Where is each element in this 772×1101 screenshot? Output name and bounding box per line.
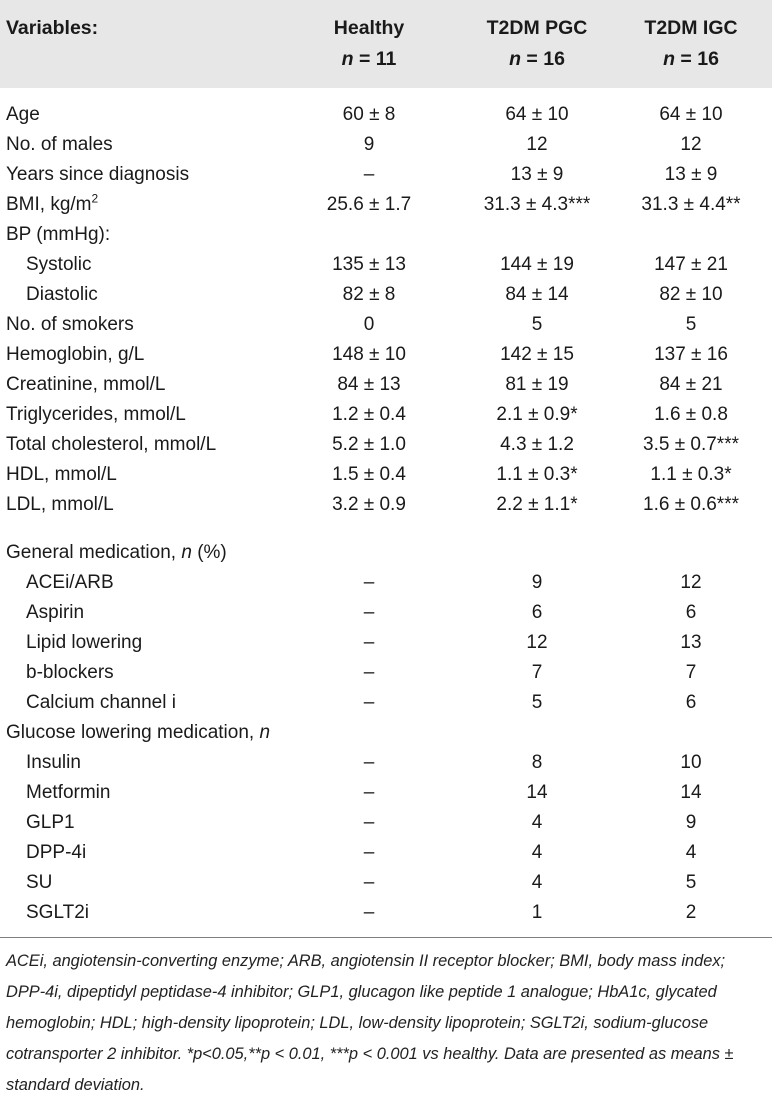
bmi-label: BMI, kg/m bbox=[6, 194, 92, 215]
cell-igc: 6 bbox=[685, 692, 697, 713]
cell-healthy: – bbox=[363, 872, 375, 893]
cell-igc: 64 ± 10 bbox=[659, 104, 723, 125]
cell-healthy: – bbox=[363, 902, 375, 923]
cell-pgc: 6 bbox=[531, 602, 543, 623]
cell-igc: 9 bbox=[685, 812, 697, 833]
n-symbol: n bbox=[259, 722, 271, 743]
row-label: Aspirin bbox=[26, 602, 85, 623]
cell-igc: 2 bbox=[685, 902, 697, 923]
cell-pgc: 12 bbox=[526, 632, 548, 653]
cell-igc: 13 ± 9 bbox=[664, 164, 718, 185]
cell-igc: 5 bbox=[685, 872, 697, 893]
row-label: Systolic bbox=[26, 254, 92, 275]
row-label: No. of males bbox=[6, 134, 113, 155]
table-bottom-rule bbox=[0, 937, 772, 938]
row-gap bbox=[0, 520, 772, 538]
cell-healthy: 25.6 ± 1.7 bbox=[326, 194, 412, 215]
cell-pgc: 8 bbox=[531, 752, 543, 773]
cell-pgc: 2.2 ± 1.1* bbox=[496, 494, 578, 515]
n-value: = 16 bbox=[680, 48, 719, 70]
cell-igc: 82 ± 10 bbox=[659, 284, 723, 305]
row-label: Creatinine, mmol/L bbox=[6, 374, 166, 395]
row-label: Insulin bbox=[26, 752, 81, 773]
table-row bbox=[0, 280, 772, 310]
cell-healthy: 1.5 ± 0.4 bbox=[332, 464, 406, 485]
cell-healthy: – bbox=[363, 842, 375, 863]
n-symbol: n bbox=[181, 542, 192, 563]
row-label: b-blockers bbox=[26, 662, 114, 683]
row-label: Calcium channel i bbox=[26, 692, 176, 713]
cell-pgc: 4 bbox=[531, 812, 543, 833]
cell-pgc: 31.3 ± 4.3*** bbox=[483, 194, 591, 215]
cell-healthy: – bbox=[363, 692, 375, 713]
cell-igc: 1.1 ± 0.3* bbox=[650, 464, 732, 485]
table-row bbox=[0, 658, 772, 688]
cell-healthy: 148 ± 10 bbox=[332, 344, 406, 365]
cell-healthy: 3.2 ± 0.9 bbox=[332, 494, 406, 515]
cell-healthy: 84 ± 13 bbox=[337, 374, 401, 395]
glucose-med-label: Glucose lowering medication, bbox=[6, 722, 255, 743]
section-glucose-medication bbox=[0, 718, 772, 748]
cell-healthy: – bbox=[363, 164, 375, 185]
table-row bbox=[0, 400, 772, 430]
section-label bbox=[6, 718, 270, 748]
row-label: DPP-4i bbox=[26, 842, 87, 863]
cell-igc: 1.6 ± 0.6*** bbox=[643, 494, 739, 515]
table-row bbox=[0, 340, 772, 370]
cell-pgc: 7 bbox=[531, 662, 543, 683]
cell-pgc: 14 bbox=[526, 782, 548, 803]
cell-pgc: 5 bbox=[531, 692, 543, 713]
header-t2dm-pgc: T2DM PGC bbox=[486, 17, 588, 39]
row-label: LDL, mmol/L bbox=[6, 494, 114, 515]
cell-igc: 6 bbox=[685, 602, 697, 623]
cell-igc: 10 bbox=[680, 752, 702, 773]
cell-igc: 3.5 ± 0.7*** bbox=[643, 434, 739, 455]
cell-igc: 13 bbox=[680, 632, 702, 653]
row-label: Lipid lowering bbox=[26, 632, 143, 653]
general-med-suffix: (%) bbox=[197, 542, 227, 563]
row-label: Hemoglobin, g/L bbox=[6, 344, 145, 365]
row-label: SGLT2i bbox=[26, 902, 90, 923]
cell-healthy: – bbox=[363, 812, 375, 833]
table-row bbox=[0, 838, 772, 868]
cell-pgc: 4 bbox=[531, 842, 543, 863]
cell-pgc: 64 ± 10 bbox=[505, 104, 569, 125]
table-row bbox=[0, 250, 772, 280]
row-label: SU bbox=[26, 872, 53, 893]
cell-pgc: 12 bbox=[526, 134, 548, 155]
cell-healthy: 9 bbox=[363, 134, 375, 155]
row-label: GLP1 bbox=[26, 812, 75, 833]
table-header bbox=[0, 0, 772, 88]
cell-igc: 137 ± 16 bbox=[654, 344, 728, 365]
header-variables: Variables: bbox=[6, 17, 99, 39]
row-label: No. of smokers bbox=[6, 314, 134, 335]
cell-pgc: 81 ± 19 bbox=[505, 374, 569, 395]
cell-healthy: – bbox=[363, 662, 375, 683]
row-label: ACEi/ARB bbox=[26, 572, 114, 593]
row-label bbox=[6, 190, 98, 220]
header-row-titles bbox=[0, 13, 772, 43]
header-t2dm-igc: T2DM IGC bbox=[644, 17, 738, 39]
cell-pgc: 4 bbox=[531, 872, 543, 893]
cell-igc: 12 bbox=[680, 572, 702, 593]
cell-healthy: – bbox=[363, 602, 375, 623]
n-symbol: n bbox=[341, 48, 354, 70]
header-healthy: Healthy bbox=[333, 17, 405, 39]
row-label: Age bbox=[6, 104, 40, 125]
table-row-bmi bbox=[0, 190, 772, 220]
n-symbol: n bbox=[509, 48, 521, 70]
cell-igc: 4 bbox=[685, 842, 697, 863]
n-symbol: n bbox=[663, 48, 675, 70]
table-row bbox=[0, 568, 772, 598]
cell-igc: 5 bbox=[685, 314, 697, 335]
bmi-superscript: 2 bbox=[91, 191, 99, 206]
table-row bbox=[0, 778, 772, 808]
cell-pgc: 2.1 ± 0.9* bbox=[496, 404, 578, 425]
row-label: Triglycerides, mmol/L bbox=[6, 404, 186, 425]
table-row bbox=[0, 310, 772, 340]
table-row bbox=[0, 130, 772, 160]
cell-pgc: 142 ± 15 bbox=[500, 344, 574, 365]
cell-healthy: 60 ± 8 bbox=[342, 104, 396, 125]
cell-healthy: – bbox=[363, 782, 375, 803]
table-row bbox=[0, 160, 772, 190]
cell-igc: 84 ± 21 bbox=[659, 374, 723, 395]
cell-pgc: 144 ± 19 bbox=[500, 254, 574, 275]
cell-healthy: 82 ± 8 bbox=[342, 284, 396, 305]
cell-healthy: 1.2 ± 0.4 bbox=[332, 404, 406, 425]
cell-igc: 7 bbox=[685, 662, 697, 683]
table-row bbox=[0, 868, 772, 898]
cell-healthy: 135 ± 13 bbox=[332, 254, 406, 275]
table-row bbox=[0, 898, 772, 928]
row-label: Metformin bbox=[26, 782, 111, 803]
table-row bbox=[0, 598, 772, 628]
cell-healthy: 5.2 ± 1.0 bbox=[332, 434, 406, 455]
cell-pgc: 13 ± 9 bbox=[510, 164, 564, 185]
cell-pgc: 4.3 ± 1.2 bbox=[500, 434, 574, 455]
header-igc-n bbox=[610, 44, 772, 74]
section-label bbox=[6, 538, 227, 568]
section-general-medication bbox=[0, 538, 772, 568]
cell-healthy: – bbox=[363, 632, 375, 653]
n-value: = 11 bbox=[358, 48, 397, 70]
n-value: = 16 bbox=[526, 48, 565, 70]
section-label: BP (mmHg): bbox=[6, 224, 111, 245]
cell-healthy: – bbox=[363, 572, 375, 593]
table-row bbox=[0, 748, 772, 778]
table-row bbox=[0, 688, 772, 718]
cell-pgc: 9 bbox=[531, 572, 543, 593]
row-label: Years since diagnosis bbox=[6, 164, 190, 185]
header-pgc-n bbox=[464, 44, 610, 74]
cell-igc: 147 ± 21 bbox=[654, 254, 728, 275]
cell-pgc: 1.1 ± 0.3* bbox=[496, 464, 578, 485]
cell-healthy: 0 bbox=[363, 314, 375, 335]
general-med-label: General medication, bbox=[6, 542, 177, 563]
table-footnote: ACEi, angiotensin-converting enzyme; ARB, angiotensin II receptor blocker; BMI, body mass index; DPP-4i, dipeptidyl peptidase-4 inhibitor; GLP1, glucagon like peptide 1 analogue; HbA1c, glycated hemoglobin; HDL; high-density lipoprotein; LDL, low-density lipoprotein; SGLT2i, sodium-glucose cotransporter 2 inhibitor. *p<0.05,**p < 0.01, ***p < 0.001 vs healthy. Data are presented as means ± standard deviation. bbox=[6, 952, 734, 1094]
section-bp bbox=[0, 220, 772, 250]
cell-igc: 31.3 ± 4.4** bbox=[641, 194, 741, 215]
cell-pgc: 5 bbox=[531, 314, 543, 335]
row-label: Diastolic bbox=[26, 284, 98, 305]
table-row bbox=[0, 430, 772, 460]
table-row bbox=[0, 808, 772, 838]
cell-igc: 12 bbox=[680, 134, 702, 155]
cell-pgc: 84 ± 14 bbox=[505, 284, 569, 305]
table-row bbox=[0, 490, 772, 520]
header-row-counts bbox=[0, 44, 772, 74]
cell-healthy: – bbox=[363, 752, 375, 773]
cell-igc: 14 bbox=[680, 782, 702, 803]
table-row bbox=[0, 460, 772, 490]
table-row bbox=[0, 628, 772, 658]
row-label: HDL, mmol/L bbox=[6, 464, 117, 485]
header-healthy-n bbox=[272, 44, 466, 74]
table-row bbox=[0, 370, 772, 400]
cell-pgc: 1 bbox=[531, 902, 543, 923]
table-row bbox=[0, 100, 772, 130]
table-body bbox=[0, 100, 772, 928]
row-label: Total cholesterol, mmol/L bbox=[6, 434, 217, 455]
cell-igc: 1.6 ± 0.8 bbox=[654, 404, 728, 425]
